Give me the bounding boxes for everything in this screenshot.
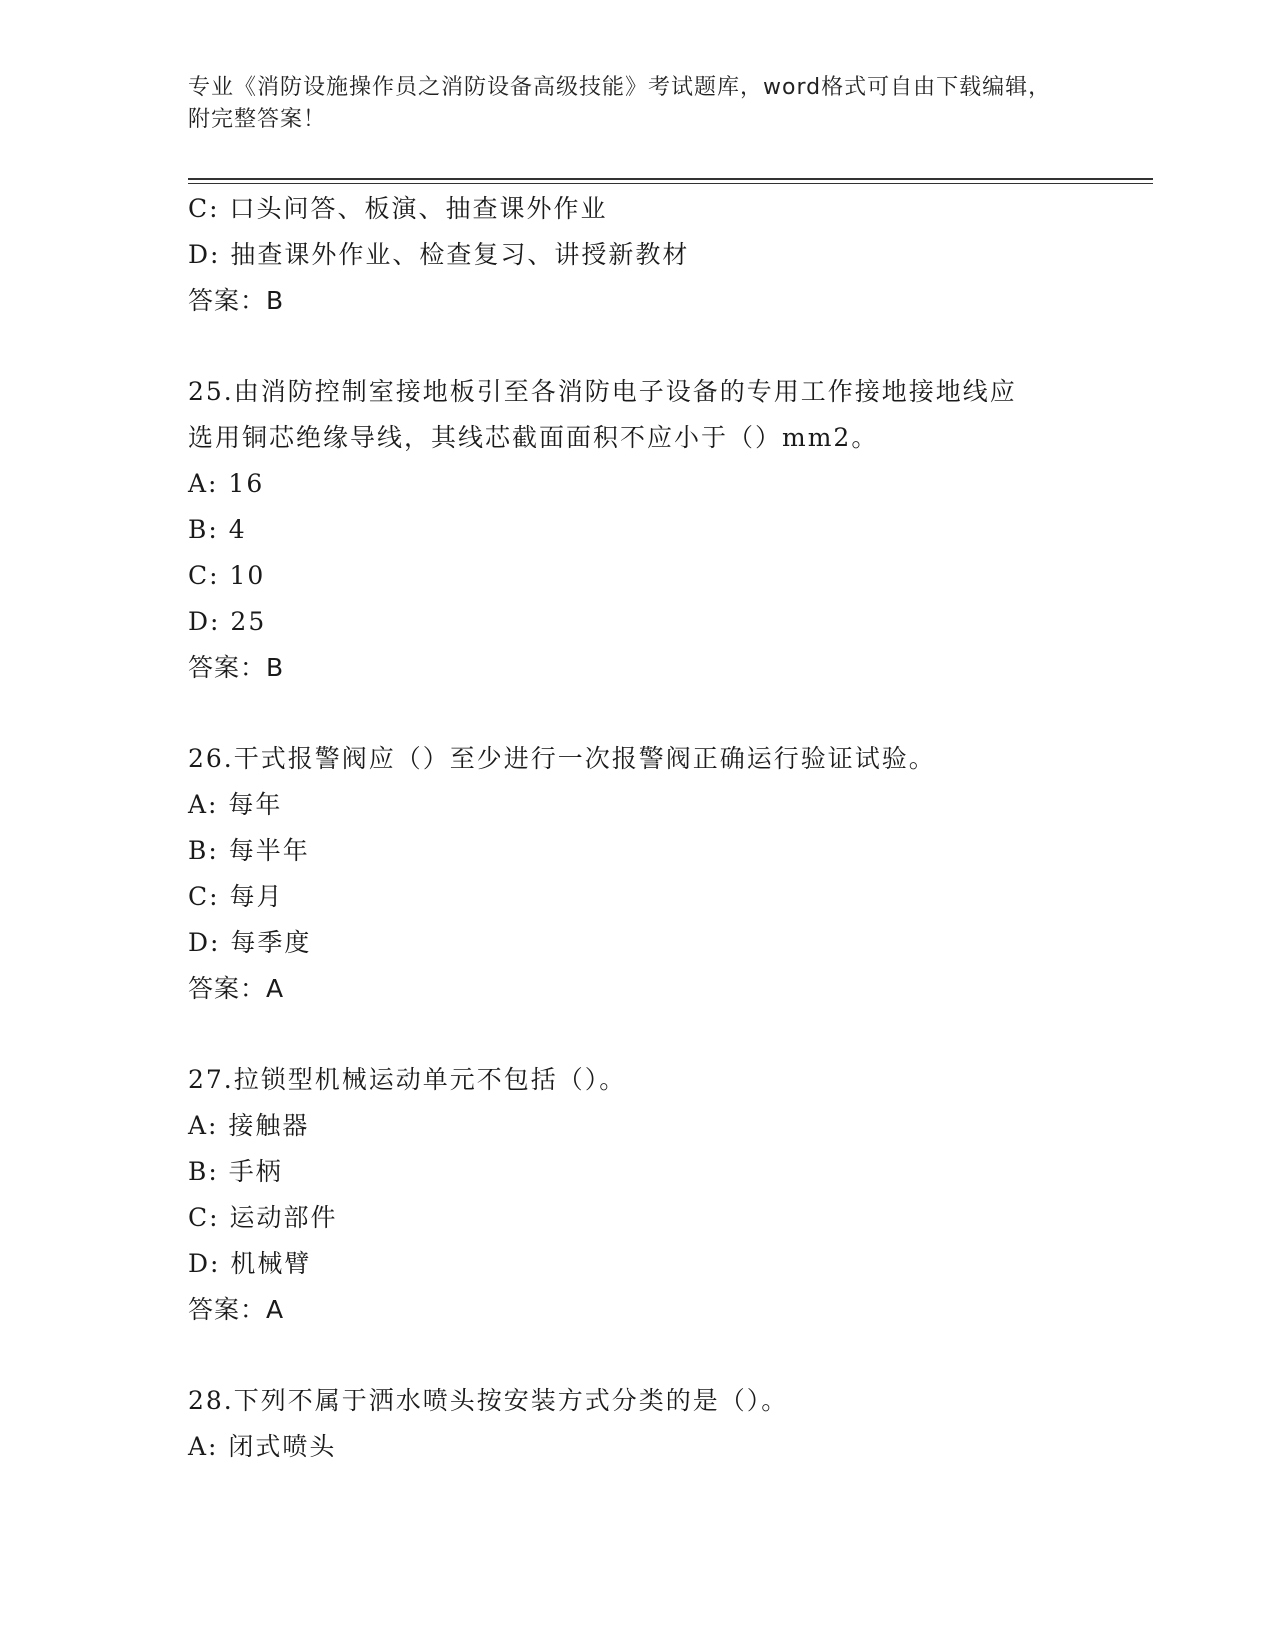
answer-line: 答案：A — [188, 974, 285, 1003]
option-d: D: 机械臂 — [188, 1249, 312, 1278]
option-b: B: 手柄 — [188, 1157, 283, 1186]
option-a: A: 每年 — [188, 790, 283, 819]
question-list — [188, 186, 1088, 1470]
question-26 — [188, 736, 1088, 1012]
option-a: A: 闭式喷头 — [188, 1432, 337, 1461]
option-d: D: 25 — [188, 607, 267, 636]
document-header: 专业《消防设施操作员之消防设备高级技能》考试题库，word格式可自由下载编辑，附完整答案！ — [188, 75, 1052, 132]
option-d: D: 抽查课外作业、检查复习、讲授新教材 — [188, 240, 690, 269]
header-divider — [188, 178, 1153, 180]
option-d: D: 每季度 — [188, 928, 312, 957]
question-27 — [188, 1057, 1088, 1333]
question-stem: 26.干式报警阀应（）至少进行一次报警阀正确运行验证试验。 — [188, 744, 936, 773]
option-c: C: 运动部件 — [188, 1203, 338, 1232]
option-c: C: 每月 — [188, 882, 284, 911]
question-stem: 25.由消防控制室接地板引至各消防电子设备的专用工作接地接地线应 — [188, 377, 1017, 406]
question-28 — [188, 1378, 1088, 1470]
option-a: A: 16 — [188, 469, 265, 498]
option-a: A: 接触器 — [188, 1111, 310, 1140]
option-c: C: 10 — [188, 561, 266, 590]
answer-line: 答案：A — [188, 1295, 285, 1324]
answer-line: 答案：B — [188, 653, 285, 682]
header-divider-thin — [188, 183, 1153, 184]
question-stem: 28.下列不属于洒水喷头按安装方式分类的是（）。 — [188, 1386, 789, 1415]
answer-line: 答案：B — [188, 286, 285, 315]
question-stem-continued: 选用铜芯绝缘导线，其线芯截面面积不应小于（）mm2。 — [188, 423, 879, 452]
option-c: C: 口头问答、板演、抽查课外作业 — [188, 194, 608, 223]
question-25 — [188, 369, 1088, 691]
option-b: B: 4 — [188, 515, 247, 544]
question-stem: 27.拉锁型机械运动单元不包括（）。 — [188, 1065, 627, 1094]
question-partial — [188, 186, 1088, 324]
option-b: B: 每半年 — [188, 836, 310, 865]
